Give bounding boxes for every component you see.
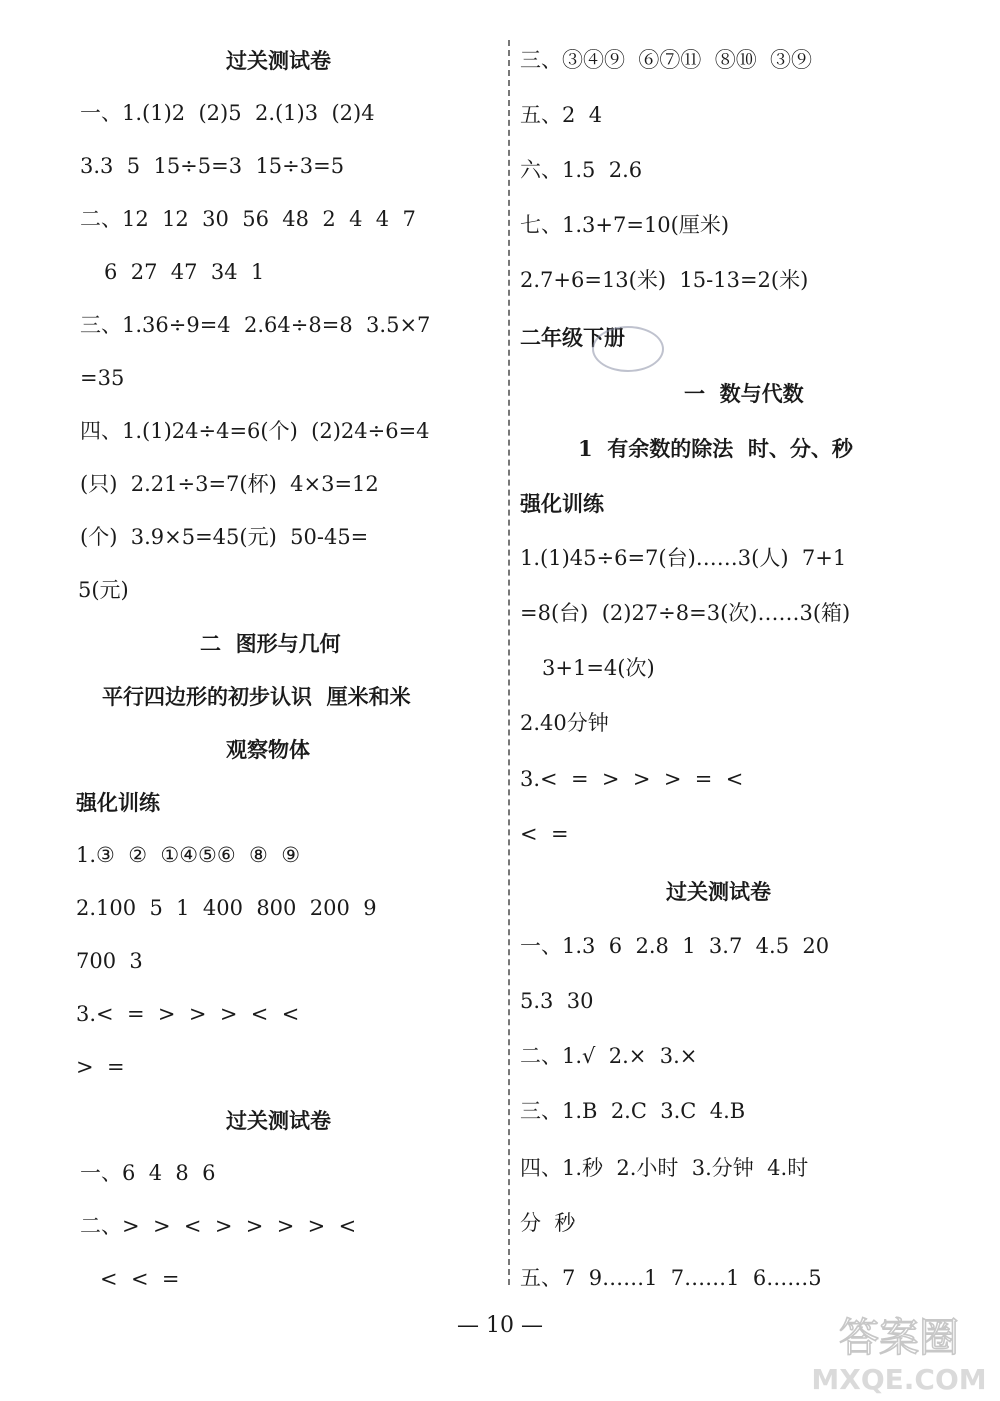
answer-line: < = [520, 822, 569, 846]
answer-line: 一、1.3 6 2.8 1 3.7 4.5 20 [520, 934, 830, 958]
answer-line: 2.40分钟 [520, 711, 609, 735]
section-heading: 二年级下册 [520, 325, 625, 350]
section-heading: 一 数与代数 [684, 381, 804, 406]
answer-line: < < = [100, 1267, 180, 1291]
section-heading: 二 图形与几何 [200, 631, 341, 656]
answer-line: 一、1.(1)2 (2)5 2.(1)3 (2)4 [80, 101, 375, 125]
answer-line: 1.③ ② ①④⑤⑥ ⑧ ⑨ [76, 843, 301, 867]
answer-line: 四、1.秒 2.小时 3.分钟 4.时 [520, 1156, 809, 1180]
answer-line: 三、③④⑨ ⑥⑦⑪ ⑧⑩ ③⑨ [520, 48, 813, 72]
answer-line: 分 秒 [520, 1211, 576, 1235]
watermark-logo [804, 1307, 994, 1397]
answer-line: 3.3 5 15÷5=3 15÷3=5 [80, 154, 345, 178]
page-number: — 10 — [457, 1313, 543, 1338]
answer-line: 三、1.B 2.C 3.C 4.B [520, 1099, 746, 1123]
ink-stamp [592, 326, 664, 372]
column-divider [508, 40, 510, 1285]
answer-line: (个) 3.9×5=45(元) 50-45= [80, 525, 369, 549]
section-heading: 1 有余数的除法 时、分、秒 [578, 436, 853, 461]
watermark-line2: MXQE.COM [811, 1363, 987, 1396]
answer-line: 三、1.36÷9=4 2.64÷8=8 3.5×7 [80, 313, 431, 337]
answer-line: 5(元) [78, 578, 129, 602]
answer-line: =35 [80, 366, 125, 390]
answer-line: 六、1.5 2.6 [520, 158, 643, 182]
answer-line: 二、> > < > > > > < [80, 1214, 357, 1238]
answer-line: 3+1=4(次) [542, 656, 655, 680]
section-heading: 强化训练 [520, 491, 604, 516]
answer-line: 3.< = > > > = < [520, 767, 744, 791]
answer-line: 七、1.3+7=10(厘米) [520, 213, 730, 237]
answer-line: 一、6 4 8 6 [80, 1161, 216, 1185]
answer-line: 二、12 12 30 56 48 2 4 4 7 [80, 207, 416, 231]
answer-line: 6 27 47 34 1 [104, 260, 265, 284]
section-heading: 过关测试卷 [226, 1108, 331, 1133]
answer-line: > = [76, 1055, 125, 1079]
section-heading: 强化训练 [76, 790, 160, 815]
section-heading: 平行四边形的初步认识 厘米和米 [102, 684, 411, 709]
answer-line: 四、1.(1)24÷4=6(个) (2)24÷6=4 [80, 419, 430, 443]
answer-line: 1.(1)45÷6=7(台)……3(人) 7+1 [520, 546, 847, 570]
section-heading: 观察物体 [226, 737, 310, 762]
answer-line: 五、2 4 [520, 103, 603, 127]
answer-line: 5.3 30 [520, 989, 594, 1013]
watermark-line1: 答案圈 [839, 1315, 959, 1361]
answer-line: (只) 2.21÷3=7(杯) 4×3=12 [80, 472, 379, 496]
answer-line: 2.100 5 1 400 800 200 9 [76, 896, 377, 920]
answer-line: 700 3 [76, 949, 143, 973]
section-heading: 过关测试卷 [666, 879, 771, 904]
answer-line: 3.< = > > > < < [76, 1002, 300, 1026]
answer-line: 二、1.√ 2.× 3.× [520, 1044, 698, 1068]
answer-line: 五、7 9……1 7……1 6……5 [520, 1266, 822, 1290]
answer-line: 2.7+6=13(米) 15-13=2(米) [520, 268, 809, 292]
answer-line: =8(台) (2)27÷8=3(次)……3(箱) [520, 601, 851, 625]
section-heading: 过关测试卷 [226, 48, 331, 73]
